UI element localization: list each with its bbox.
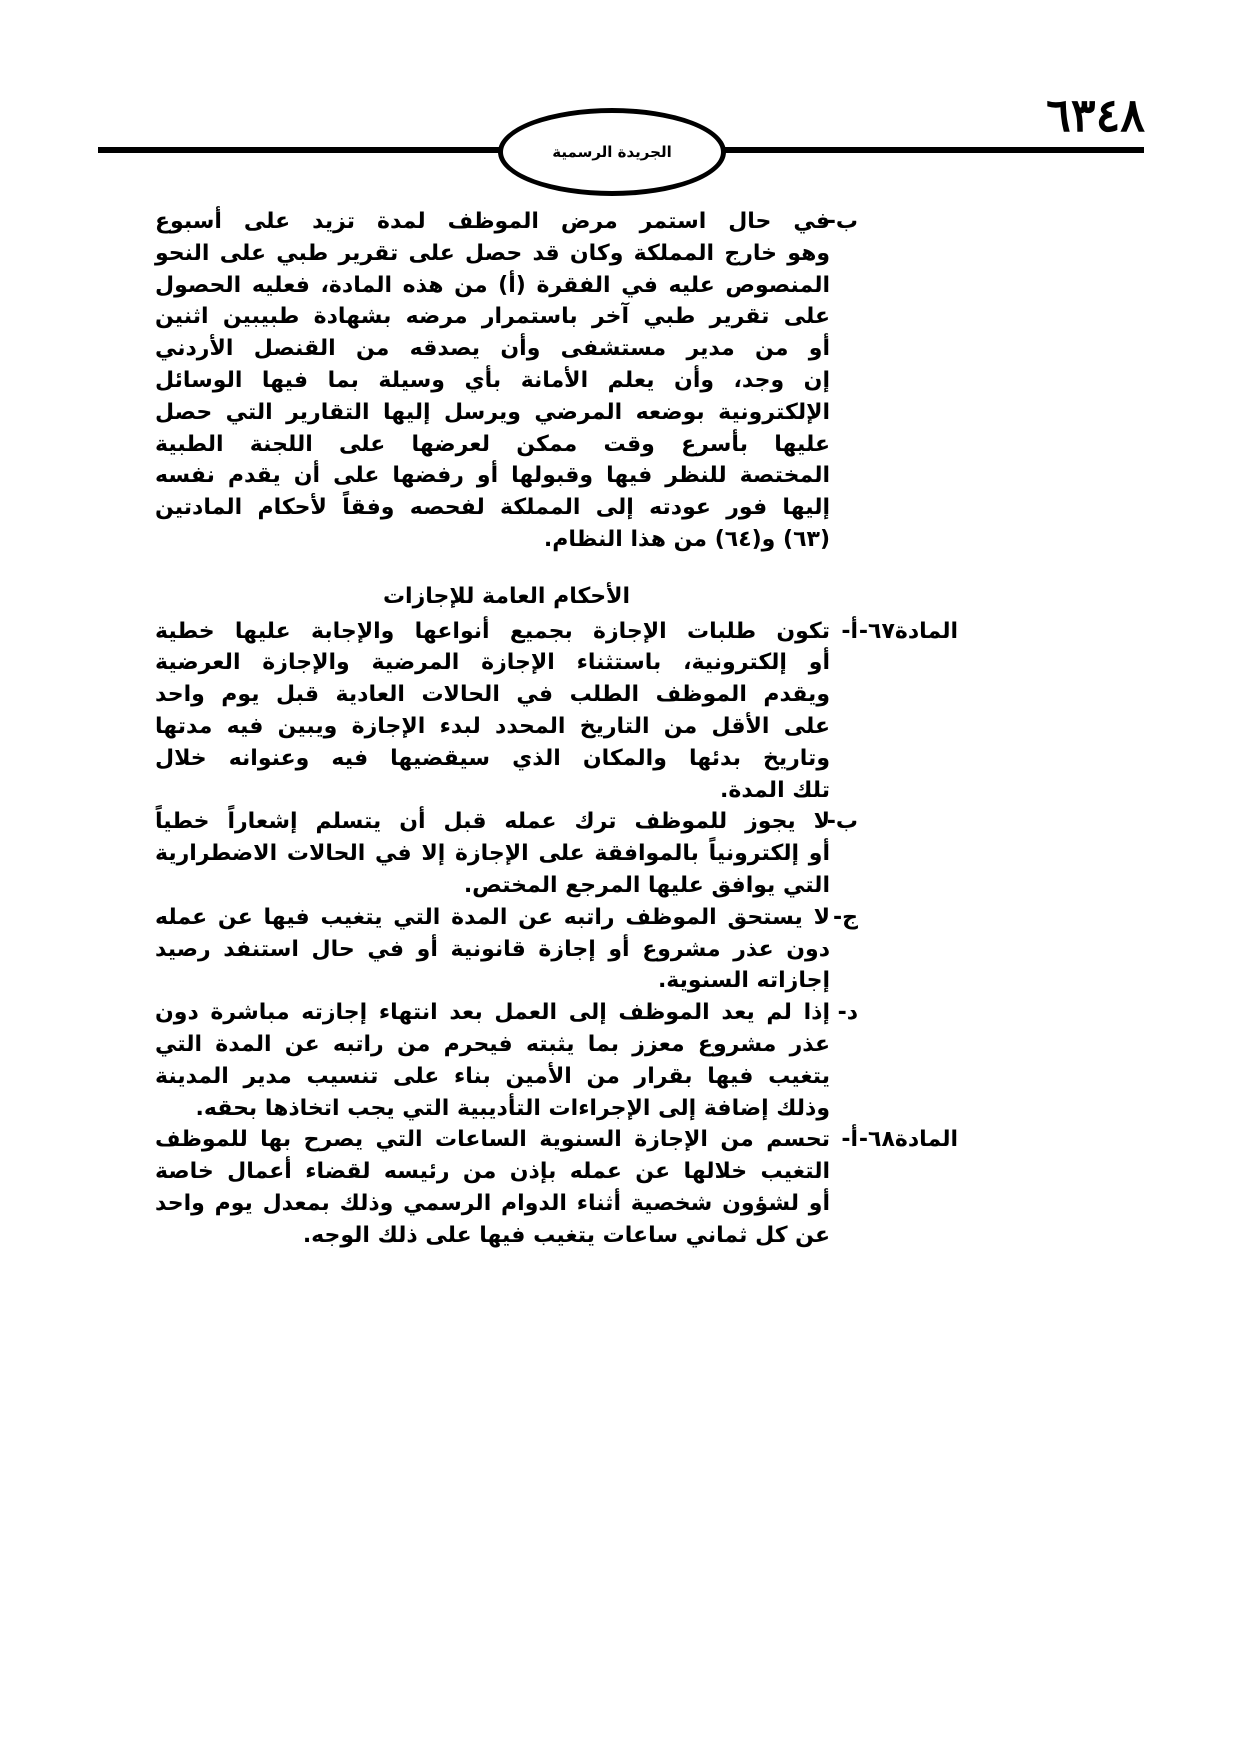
text-line: (٦٣) و(٦٤) من هذا النظام. <box>543 527 830 552</box>
section-heading: الأحكام العامة للإجازات <box>382 583 631 609</box>
text-line: إذا لم يعد الموظف إلى العمل بعد انتهاء إجازته مباشرة دون <box>155 1000 830 1026</box>
clause-marker: ج- <box>833 904 858 930</box>
article-number: المادة٦٧- <box>858 618 958 644</box>
text-line: المختصة للنظر فيها وقبولها أو رفضها على أن يقدم نفسه <box>155 463 830 489</box>
text-line: التي يوافق عليها المرجع المختص. <box>463 873 830 898</box>
text-line: تحسم من الإجازة السنوية الساعات التي يصرح بها للموظف <box>155 1127 830 1153</box>
text-line: وهو خارج المملكة وكان قد حصل على تقرير طبي على النحو <box>155 240 830 266</box>
header-rule-left <box>98 147 500 153</box>
clause-marker: ب- <box>826 809 858 835</box>
text-line: يتغيب فيها بقرار من الأمين بناء على تنسيب مدير المدينة <box>155 1063 830 1089</box>
text-line: المنصوص عليه في الفقرة (أ) من هذه المادة، فعليه الحصول <box>155 272 830 298</box>
text-line: وذلك إضافة إلى الإجراءات التأديبية التي يجب اتخاذها بحقه. <box>195 1095 830 1121</box>
text-line: عليها بأسرع وقت ممكن لعرضها على اللجنة الطبية <box>155 431 830 457</box>
text-line: التغيب خلالها عن عمله بإذن من رئيسه لقضاء أعمال خاصة <box>155 1159 830 1185</box>
text-line: تلك المدة. <box>720 777 830 803</box>
text-line: لا يجوز للموظف ترك عمله قبل أن يتسلم إشعاراً خطياً <box>155 809 830 835</box>
text-line: أو إلكترونية، باستثناء الإجازة المرضية والإجازة العرضية <box>155 650 830 676</box>
clause-marker: أ- <box>841 618 858 644</box>
text-line: في حال استمر مرض الموظف لمدة تزيد على أسبوع <box>155 209 830 234</box>
text-line: ويقدم الموظف الطلب في الحالات العادية قبل يوم واحد <box>155 682 830 708</box>
text-line: أو من مدير مستشفى وأن يصدقه من القنصل الأردني <box>155 336 830 362</box>
clause-marker: د- <box>837 1000 858 1026</box>
text-line: إليها فور عودته إلى المملكة لفحصه وفقاً لأحكام المادتين <box>155 495 830 521</box>
text-line: عذر مشروع معزز بما يثبته فيحرم من راتبه عن المدة التي <box>155 1032 830 1057</box>
text-line: دون عذر مشروع أو إجازة قانونية أو في حال استنفد رصيد <box>155 936 830 962</box>
text-line: على تقرير طبي آخر باستمرار مرضه بشهادة طبيبين اثنين <box>155 304 830 330</box>
page-number: ٦٣٤٨ <box>1046 88 1145 142</box>
text-line: تكون طلبات الإجازة بجميع أنواعها والإجابة عليها خطية <box>155 618 830 644</box>
text-line: على الأقل من التاريخ المحدد لبدء الإجازة ويبين فيه مدتها <box>155 714 830 739</box>
text-line: أو إلكترونياً بالموافقة على الإجازة إلا في الحالات الاضطرارية <box>155 841 830 867</box>
text-line: وتاريخ بدئها والمكان الذي سيقضيها فيه وعنوانه خلال <box>155 745 830 771</box>
text-line: الإلكترونية بوضعه المرضي ويرسل إليها التقارير التي حصل <box>155 399 830 425</box>
clause-marker: أ- <box>841 1127 858 1153</box>
text-line: عن كل ثماني ساعات يتغيب فيها على ذلك الوجه. <box>302 1222 830 1248</box>
text-line: إن وجد، وأن يعلم الأمانة بأي وسيلة بما فيها الوسائل <box>155 368 830 393</box>
text-line: لا يستحق الموظف راتبه عن المدة التي يتغيب فيها عن عمله <box>155 904 830 930</box>
journal-title-oval <box>498 108 726 196</box>
article-number: المادة٦٨- <box>858 1127 958 1153</box>
clause-marker: ب- <box>826 209 858 234</box>
text-line: إجازاته السنوية. <box>657 968 830 994</box>
text-line: أو لشؤون شخصية أثناء الدوام الرسمي وذلك بمعدل يوم واحد <box>155 1191 830 1216</box>
header-rule-right <box>724 147 1144 153</box>
journal-title: الجريدة الرسمية <box>552 143 672 161</box>
